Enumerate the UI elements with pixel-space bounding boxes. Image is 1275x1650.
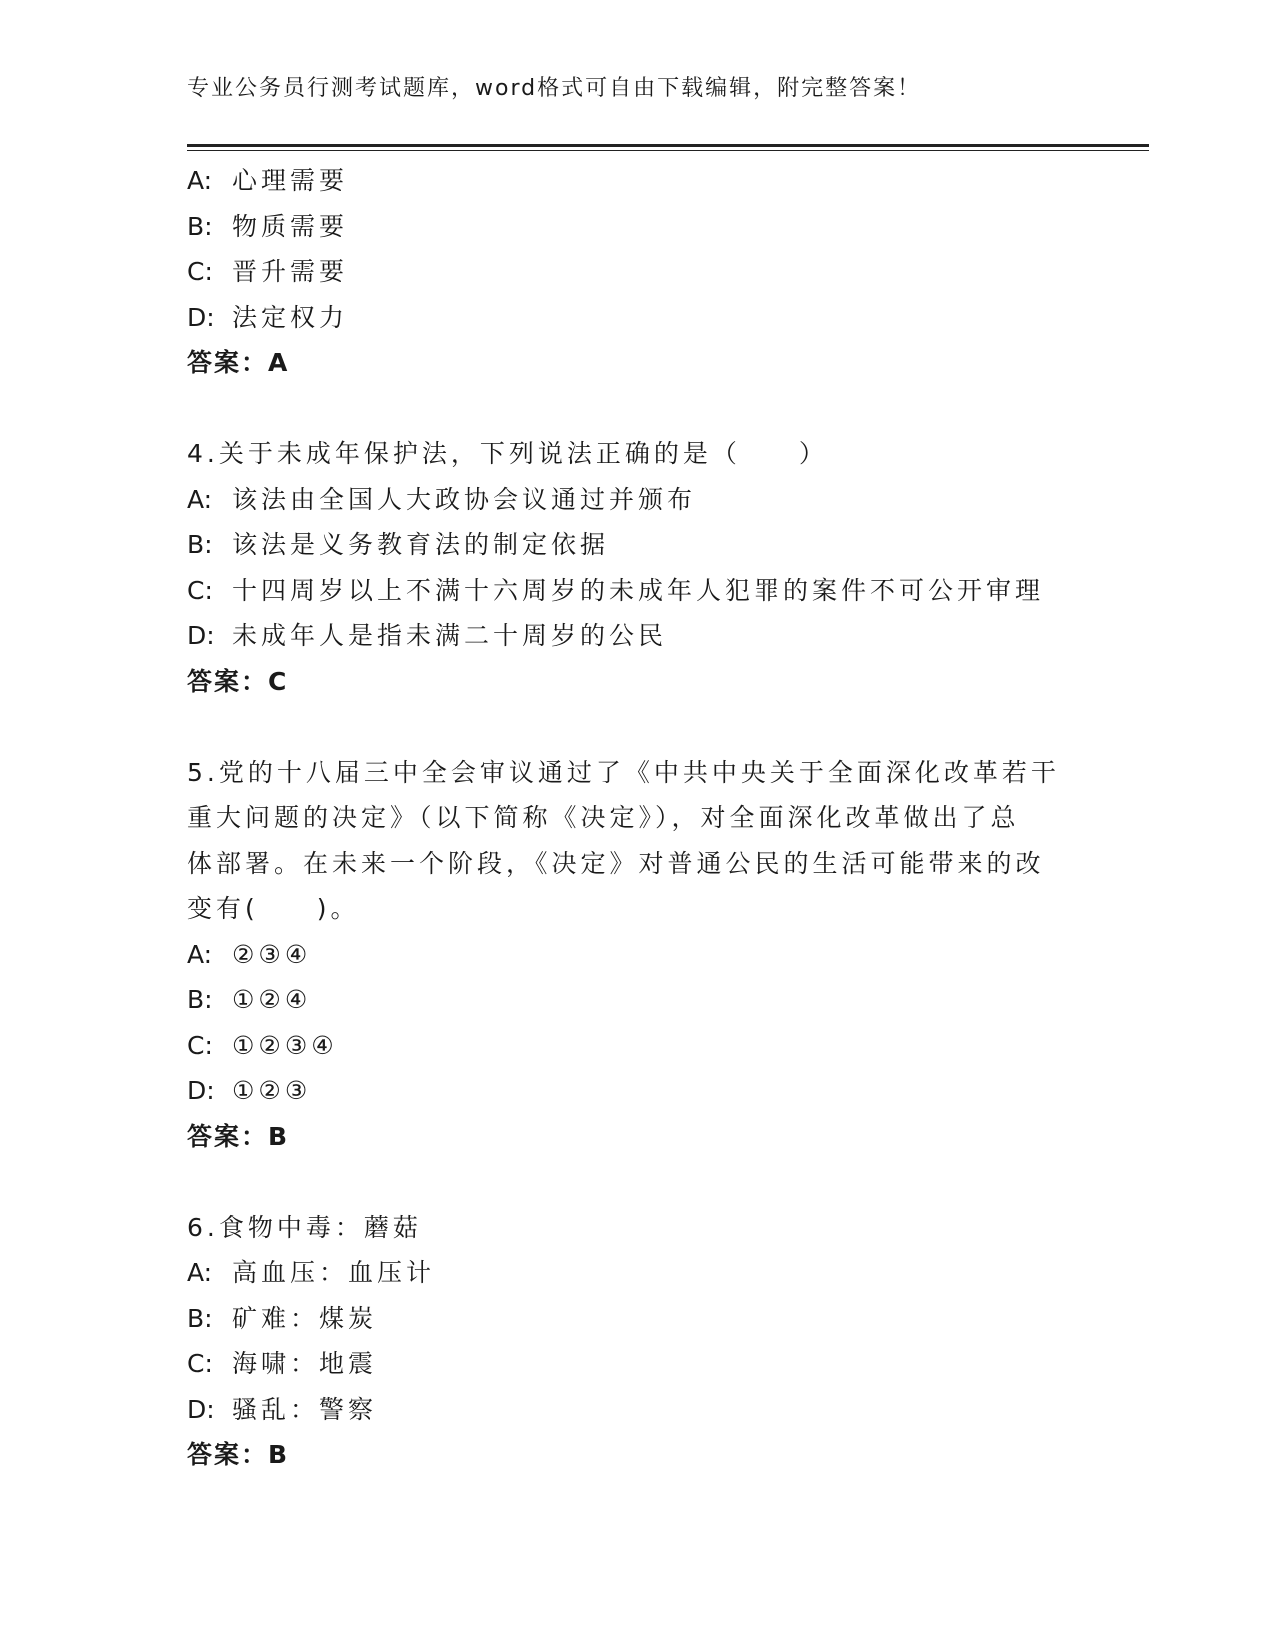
question-stem-line: 重大问题的决定》（以下简称《决定》），对全面深化改革做出了总 <box>187 803 1020 832</box>
option-letter: A: <box>187 1258 213 1287</box>
option-text: 十四周岁以上不满十六周岁的未成年人犯罪的案件不可公开审理 <box>232 575 1045 605</box>
page-header: 专业公务员行测考试题库，word格式可自由下载编辑，附完整答案！ <box>187 76 922 101</box>
question-stem-line: 变有( )。 <box>187 894 360 923</box>
option-letter: D: <box>187 1076 215 1105</box>
question-stem-line: 5.党的十八届三中全会审议通过了《中共中央关于全面深化改革若干 <box>187 757 1060 787</box>
answer: 答案：B <box>187 1121 290 1151</box>
header-divider <box>187 144 1149 151</box>
question-stem: 4.关于未成年保护法，下列说法正确的是（ ） <box>187 439 828 468</box>
answer: 答案：B <box>187 1440 290 1469</box>
option-letter: A: <box>187 166 213 195</box>
option-letter: A: <box>187 484 213 514</box>
option-text: 该法是义务教育法的制定依据 <box>232 530 610 559</box>
option-letter: B: <box>187 985 213 1014</box>
option-b <box>187 977 1067 1023</box>
option-letter: C: <box>187 1349 213 1378</box>
spacer <box>187 386 1067 432</box>
question-3 <box>187 158 1067 386</box>
option-c <box>187 249 1067 295</box>
question-content <box>187 158 1067 1478</box>
option-d <box>187 613 1067 659</box>
question-4 <box>187 431 1067 704</box>
option-letter: A: <box>187 939 213 969</box>
answer: 答案：A <box>187 348 290 377</box>
question-5 <box>187 750 1067 1160</box>
question-stem: 6.食物中毒：蘑菇 <box>187 1212 422 1242</box>
option-letter: C: <box>187 575 213 605</box>
option-text: 心理需要 <box>232 166 349 195</box>
spacer <box>187 704 1067 750</box>
option-letter: B: <box>187 530 213 559</box>
option-a <box>187 477 1067 523</box>
option-text: ①②③④ <box>232 1030 338 1060</box>
answer: 答案：C <box>187 666 289 696</box>
option-a <box>187 158 1067 204</box>
option-letter: C: <box>187 257 213 286</box>
option-b <box>187 1296 1067 1342</box>
option-text: 该法由全国人大政协会议通过并颁布 <box>232 484 697 514</box>
option-b <box>187 522 1067 568</box>
option-text: ①②④ <box>232 985 312 1014</box>
option-text: 法定权力 <box>232 302 349 332</box>
option-a <box>187 932 1067 978</box>
option-letter: D: <box>187 302 215 332</box>
option-letter: D: <box>187 1394 215 1424</box>
option-c <box>187 1023 1067 1069</box>
option-letter: B: <box>187 211 213 241</box>
option-text: ①②③ <box>232 1076 312 1105</box>
option-d <box>187 1387 1067 1433</box>
option-text: 骚乱：警察 <box>232 1394 378 1424</box>
option-c <box>187 568 1067 614</box>
option-b <box>187 204 1067 250</box>
option-d <box>187 295 1067 341</box>
option-d <box>187 1068 1067 1114</box>
option-text: 矿难：煤炭 <box>232 1303 378 1333</box>
option-letter: C: <box>187 1030 213 1060</box>
option-text: 物质需要 <box>232 211 349 241</box>
question-6 <box>187 1205 1067 1478</box>
option-c <box>187 1341 1067 1387</box>
option-text: 晋升需要 <box>232 257 349 286</box>
option-text: 高血压：血压计 <box>232 1258 436 1287</box>
option-letter: D: <box>187 621 215 650</box>
option-text: 海啸：地震 <box>232 1349 378 1378</box>
spacer <box>187 1159 1067 1205</box>
option-a <box>187 1250 1067 1296</box>
option-text: ②③④ <box>232 939 312 969</box>
question-stem-line: 体部署。在未来一个阶段，《决定》对普通公民的生活可能带来的改 <box>187 848 1045 878</box>
option-letter: B: <box>187 1303 213 1333</box>
option-text: 未成年人是指未满二十周岁的公民 <box>232 621 668 650</box>
